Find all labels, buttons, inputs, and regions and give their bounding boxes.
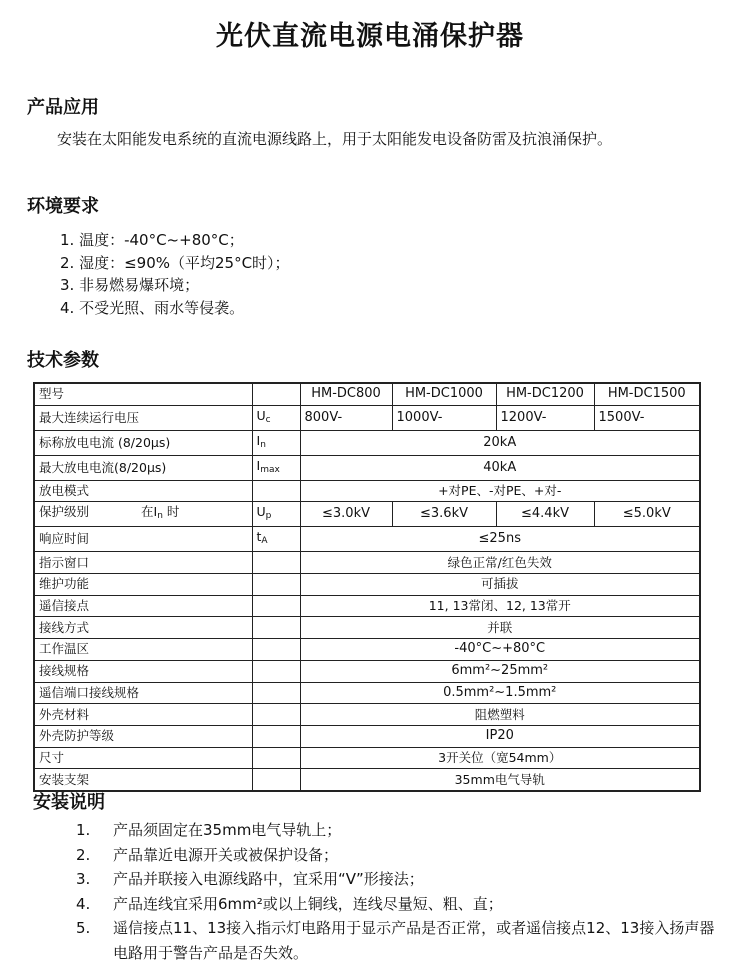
cell-label: 工作温区	[34, 639, 252, 661]
table-row	[34, 682, 700, 704]
list-item: 4. 不受光照、雨水等侵袭。	[60, 298, 245, 317]
table-row	[34, 574, 700, 596]
value-cell: 6mm²~25mm²	[300, 660, 700, 682]
value-cell: ≤4.4kV	[496, 502, 594, 527]
value-cell: 20kA	[300, 430, 700, 455]
section-heading-parameters: 技术参数	[27, 350, 99, 371]
cell-label: 遥信端口接线规格	[34, 682, 252, 704]
table-row	[34, 595, 700, 617]
value-cell: 1200V-	[496, 405, 594, 430]
cell-label: 安装支架	[34, 769, 252, 791]
table-row	[34, 639, 700, 661]
list-item: 2. 湿度：≤90%（平均25°C时）；	[60, 253, 290, 272]
value-cell: 800V-	[300, 405, 392, 430]
table-row	[34, 725, 700, 747]
table-row	[34, 405, 700, 430]
cell-label: 外壳防护等级	[34, 725, 252, 747]
symbol-cell: $U_p$	[252, 502, 300, 527]
list-item: 1. 温度：-40°C~+80°C；	[60, 231, 244, 249]
model-cell: HM-DC1500	[594, 383, 700, 405]
value-cell: 0.5mm²~1.5mm²	[300, 682, 700, 704]
cell-label: 接线方式	[34, 617, 252, 639]
list-item: 1. 产品须固定在35mm电气导轨上；	[76, 821, 342, 839]
value-cell: ≤25ns	[300, 527, 700, 552]
model-cell: HM-DC1000	[392, 383, 496, 405]
symbol-cell: $I_n$	[252, 430, 300, 455]
section-heading-installation: 安装说明	[33, 792, 105, 813]
environment-list	[60, 229, 290, 319]
cell-label: 最大放电电流(8/20μs)	[34, 455, 252, 480]
value-cell: 阻燃塑料	[300, 704, 700, 726]
table-row	[34, 747, 700, 769]
table-row	[34, 430, 700, 455]
application-text: 安装在太阳能发电系统的直流电源线路上，用于太阳能发电设备防雷及抗浪涌保护。	[57, 130, 613, 148]
symbol-cell: $U_c$	[252, 405, 300, 430]
section-heading-application: 产品应用	[27, 97, 99, 118]
value-cell: 1000V-	[392, 405, 496, 430]
list-item: 2. 产品靠近电源开关或被保护设备；	[76, 845, 339, 864]
value-cell: ≤5.0kV	[594, 502, 700, 527]
section-heading-environment: 环境要求	[27, 196, 99, 217]
cell-label: 维护功能	[34, 574, 252, 596]
table-row	[34, 769, 700, 791]
value-cell: +对PE、-对PE、+对-	[300, 480, 700, 502]
cell-label: 接线规格	[34, 660, 252, 682]
cell-label: 型号	[34, 383, 252, 405]
cell-label: 尺寸	[34, 747, 252, 769]
table-row	[34, 660, 700, 682]
cell-label: 标称放电电流 (8/20μs)	[34, 430, 252, 455]
value-cell: 绿色正常/红色失效	[300, 552, 700, 574]
spec-table	[33, 382, 701, 792]
value-cell: ≤3.0kV	[300, 502, 392, 527]
model-cell: HM-DC1200	[496, 383, 594, 405]
installation-list	[76, 818, 716, 965]
list-item: 3. 产品并联接入电源线路中，宜采用“V”形接法；	[76, 870, 424, 888]
page-title: 光伏直流电源电涌保护器	[216, 21, 524, 52]
table-row	[34, 455, 700, 480]
table-row	[34, 480, 700, 502]
value-cell: 11, 13常闭、12, 13常开	[300, 595, 700, 617]
cell-label: 遥信接点	[34, 595, 252, 617]
value-cell: 可插拔	[300, 574, 700, 596]
table-row	[34, 527, 700, 552]
cell-label: 外壳材料	[34, 704, 252, 726]
value-cell: 1500V-	[594, 405, 700, 430]
model-cell: HM-DC800	[300, 383, 392, 405]
symbol-cell: $t_A$	[252, 527, 300, 552]
table-row	[34, 502, 700, 527]
table-row	[34, 383, 700, 405]
cell-label: 响应时间	[34, 527, 252, 552]
value-cell: 并联	[300, 617, 700, 639]
value-cell: ≤3.6kV	[392, 502, 496, 527]
cell-label: 指示窗口	[34, 552, 252, 574]
value-cell: -40°C~+80°C	[300, 639, 700, 661]
table-row	[34, 552, 700, 574]
value-cell: IP20	[300, 725, 700, 747]
value-cell: 3开关位（宽54mm）	[300, 747, 700, 769]
cell-label: 保护级别 在$I_n$ 时	[34, 502, 252, 527]
table-row	[34, 704, 700, 726]
list-item: 4. 产品连线宜采用6mm²或以上铜线，连线尽量短、粗、直；	[76, 894, 503, 913]
list-item: 5. 遥信接点11、13接入指示灯电路用于显示产品是否正常，或者遥信接点12、13接入扬声器电路用于警告产品是否失效。	[76, 919, 715, 962]
cell-label: 放电模式	[34, 480, 252, 502]
list-item: 3. 非易燃易爆环境；	[60, 276, 200, 294]
value-cell: 40kA	[300, 455, 700, 480]
cell-label: 最大连续运行电压	[34, 405, 252, 430]
value-cell: 35mm电气导轨	[300, 769, 700, 791]
table-row	[34, 617, 700, 639]
symbol-cell: $I_{max}$	[252, 455, 300, 480]
